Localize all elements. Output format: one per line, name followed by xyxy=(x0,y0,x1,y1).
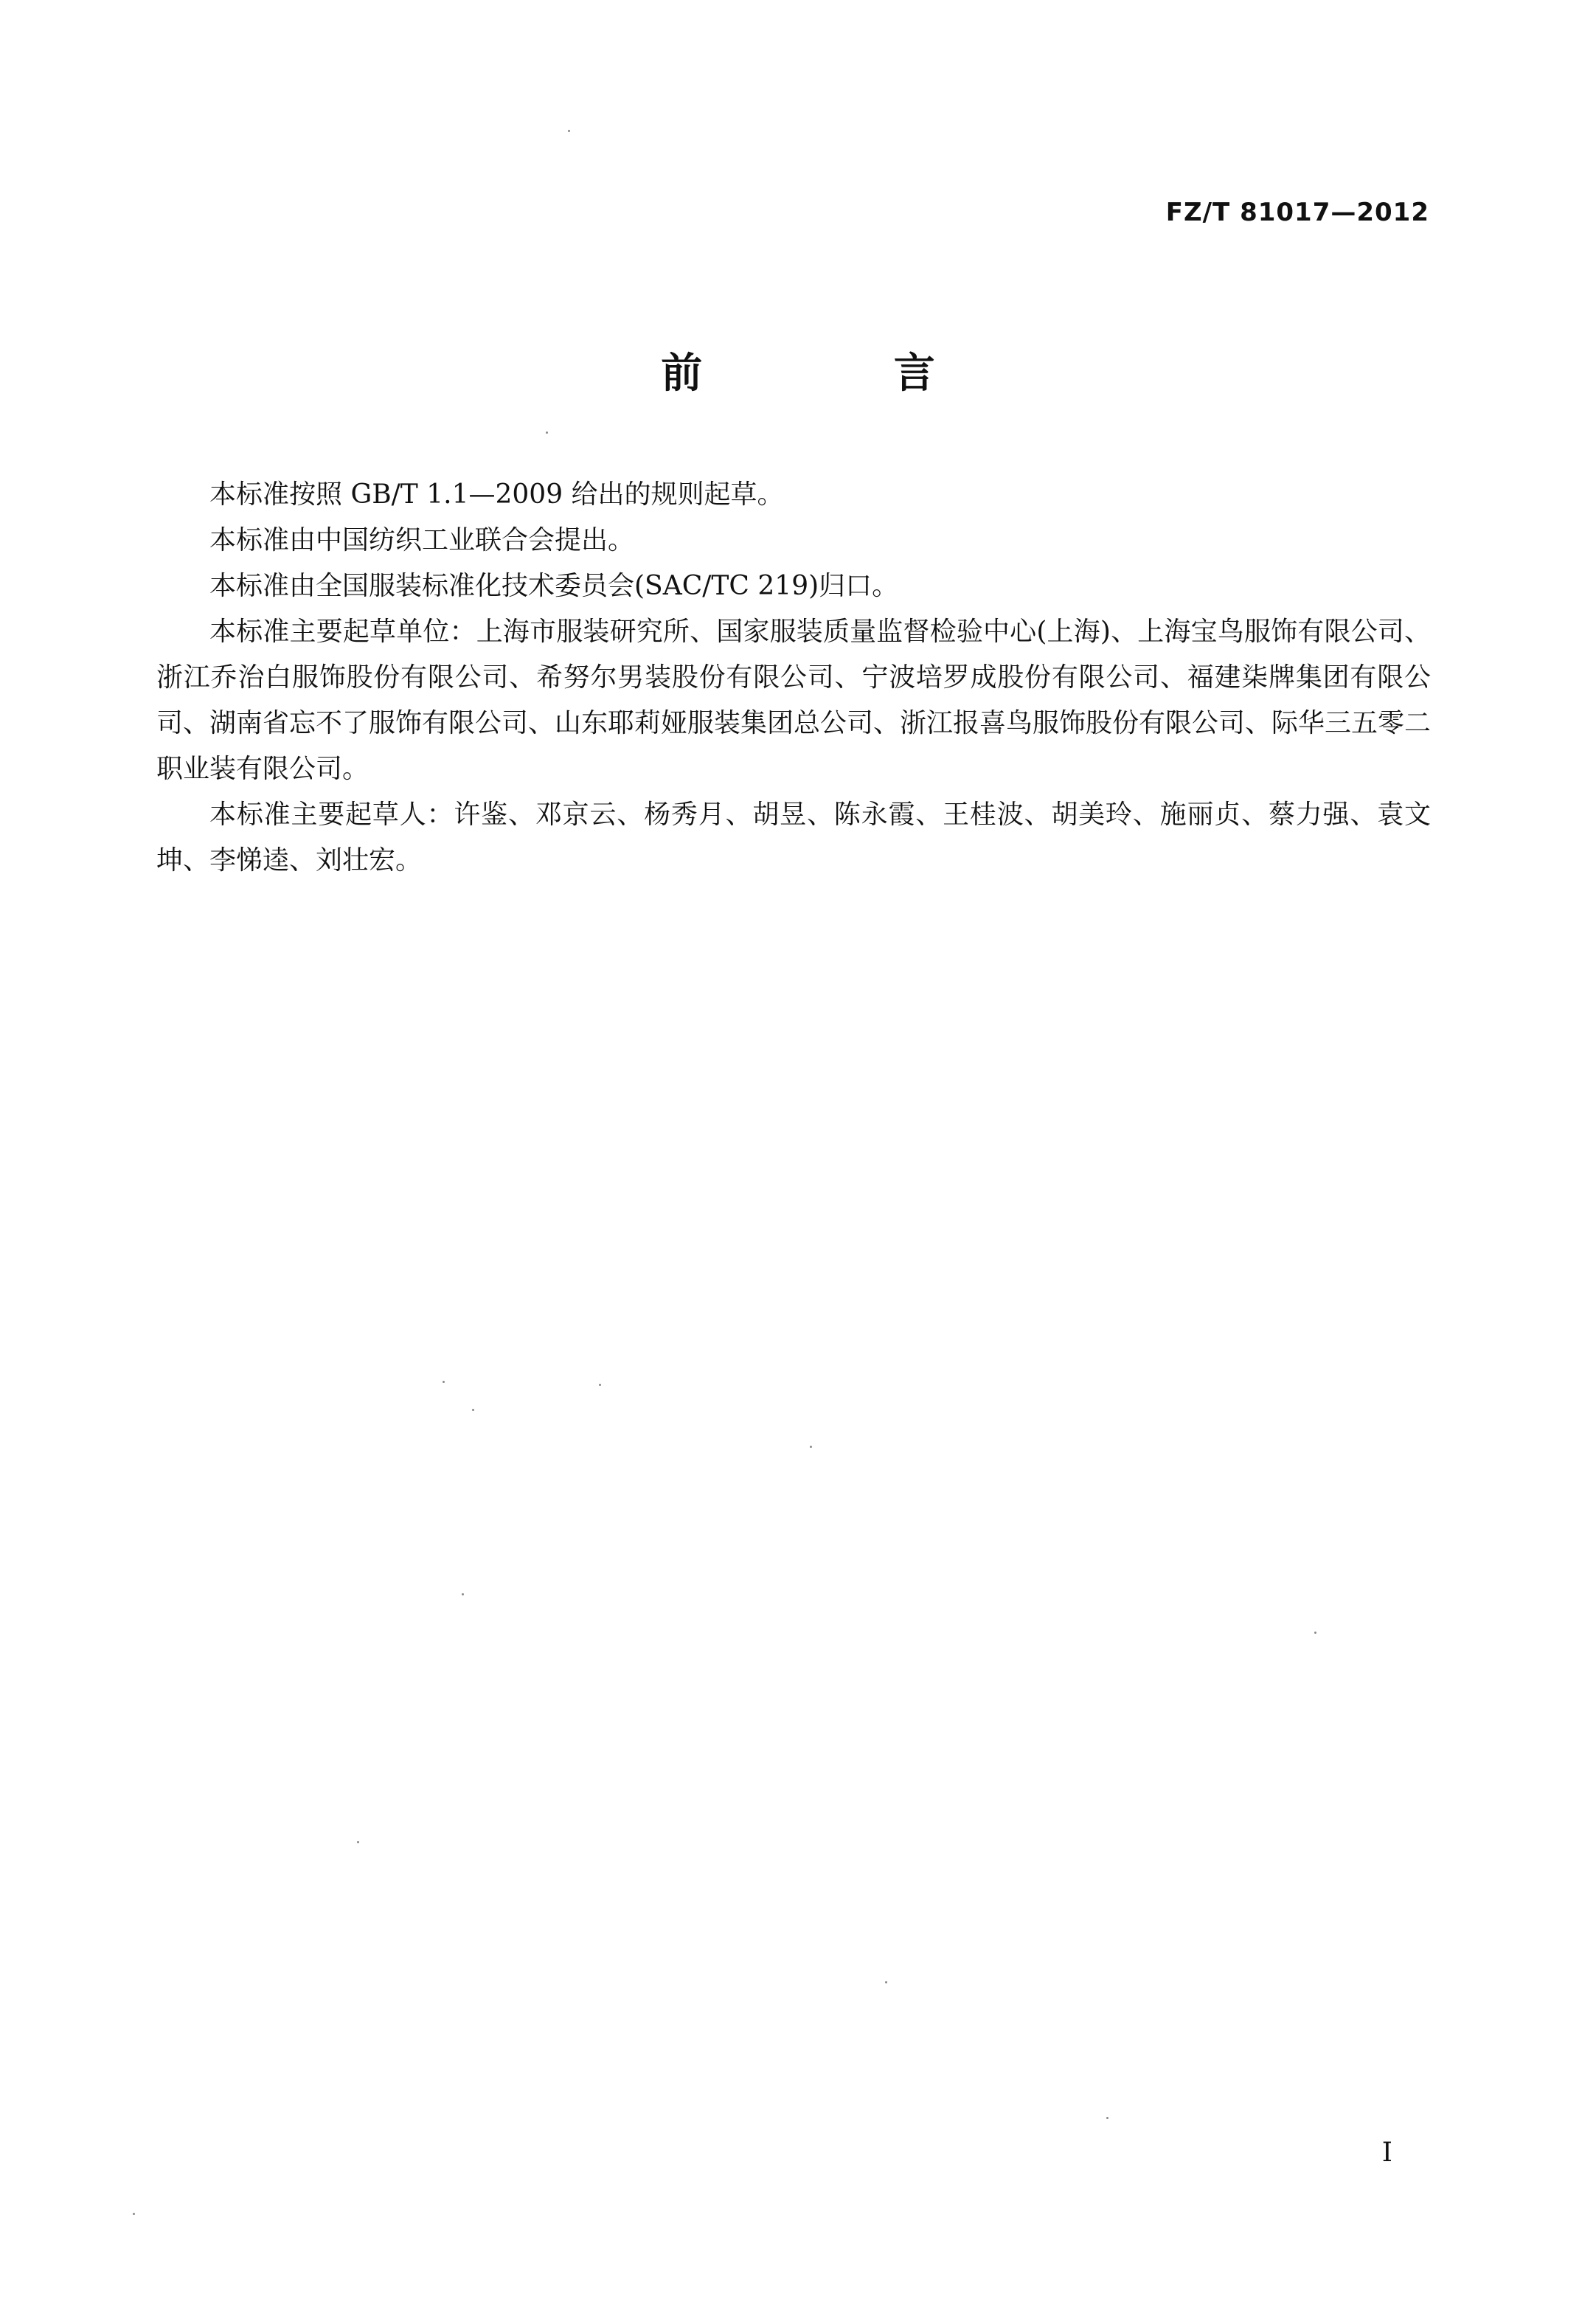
scan-speck xyxy=(546,431,548,434)
paragraph-drafters: 本标准主要起草人：许鉴、邓京云、杨秀月、胡昱、陈永霞、王桂波、胡美玲、施丽贞、蔡力强、袁文坤、李悌逵、刘壮宏。 xyxy=(156,800,1431,876)
scan-speck xyxy=(885,1981,887,1983)
page-number: I xyxy=(1381,2138,1392,2168)
scan-speck xyxy=(599,1384,601,1386)
scan-speck xyxy=(1314,1632,1316,1634)
scan-speck xyxy=(810,1446,812,1448)
section-title: 前 言 xyxy=(661,350,1024,398)
scan-speck xyxy=(133,2213,135,2215)
paragraph-administrator: 本标准由全国服装标准化技术委员会(SAC/TC 219)归口。 xyxy=(209,571,899,601)
scan-speck xyxy=(443,1381,445,1383)
scan-speck xyxy=(462,1593,464,1595)
foreword-body xyxy=(156,472,1431,884)
scan-speck xyxy=(357,1841,359,1843)
scan-speck xyxy=(1106,2117,1108,2119)
scan-speck xyxy=(568,130,570,132)
scan-speck xyxy=(472,1409,474,1411)
paragraph-drafting-rules: 本标准按照 GB/T 1.1—2009 给出的规则起草。 xyxy=(209,479,784,510)
paragraph-proposer: 本标准由中国纺织工业联合会提出。 xyxy=(209,525,635,555)
paragraph-drafting-units: 本标准主要起草单位：上海市服装研究所、国家服装质量监督检验中心(上海)、上海宝鸟服饰有限公司、浙江乔治白服饰股份有限公司、希努尔男装股份有限公司、宁波培罗成股份有限公司、福建柒牌集团有限公司、湖南省忘不了服饰有限公司、山东耶莉娅服装集团总公司、浙江报喜鸟服饰股份有限公司、际华三五零二职业装有限公司。 xyxy=(156,617,1432,784)
standard-code: FZ/T 81017—2012 xyxy=(1165,198,1429,227)
